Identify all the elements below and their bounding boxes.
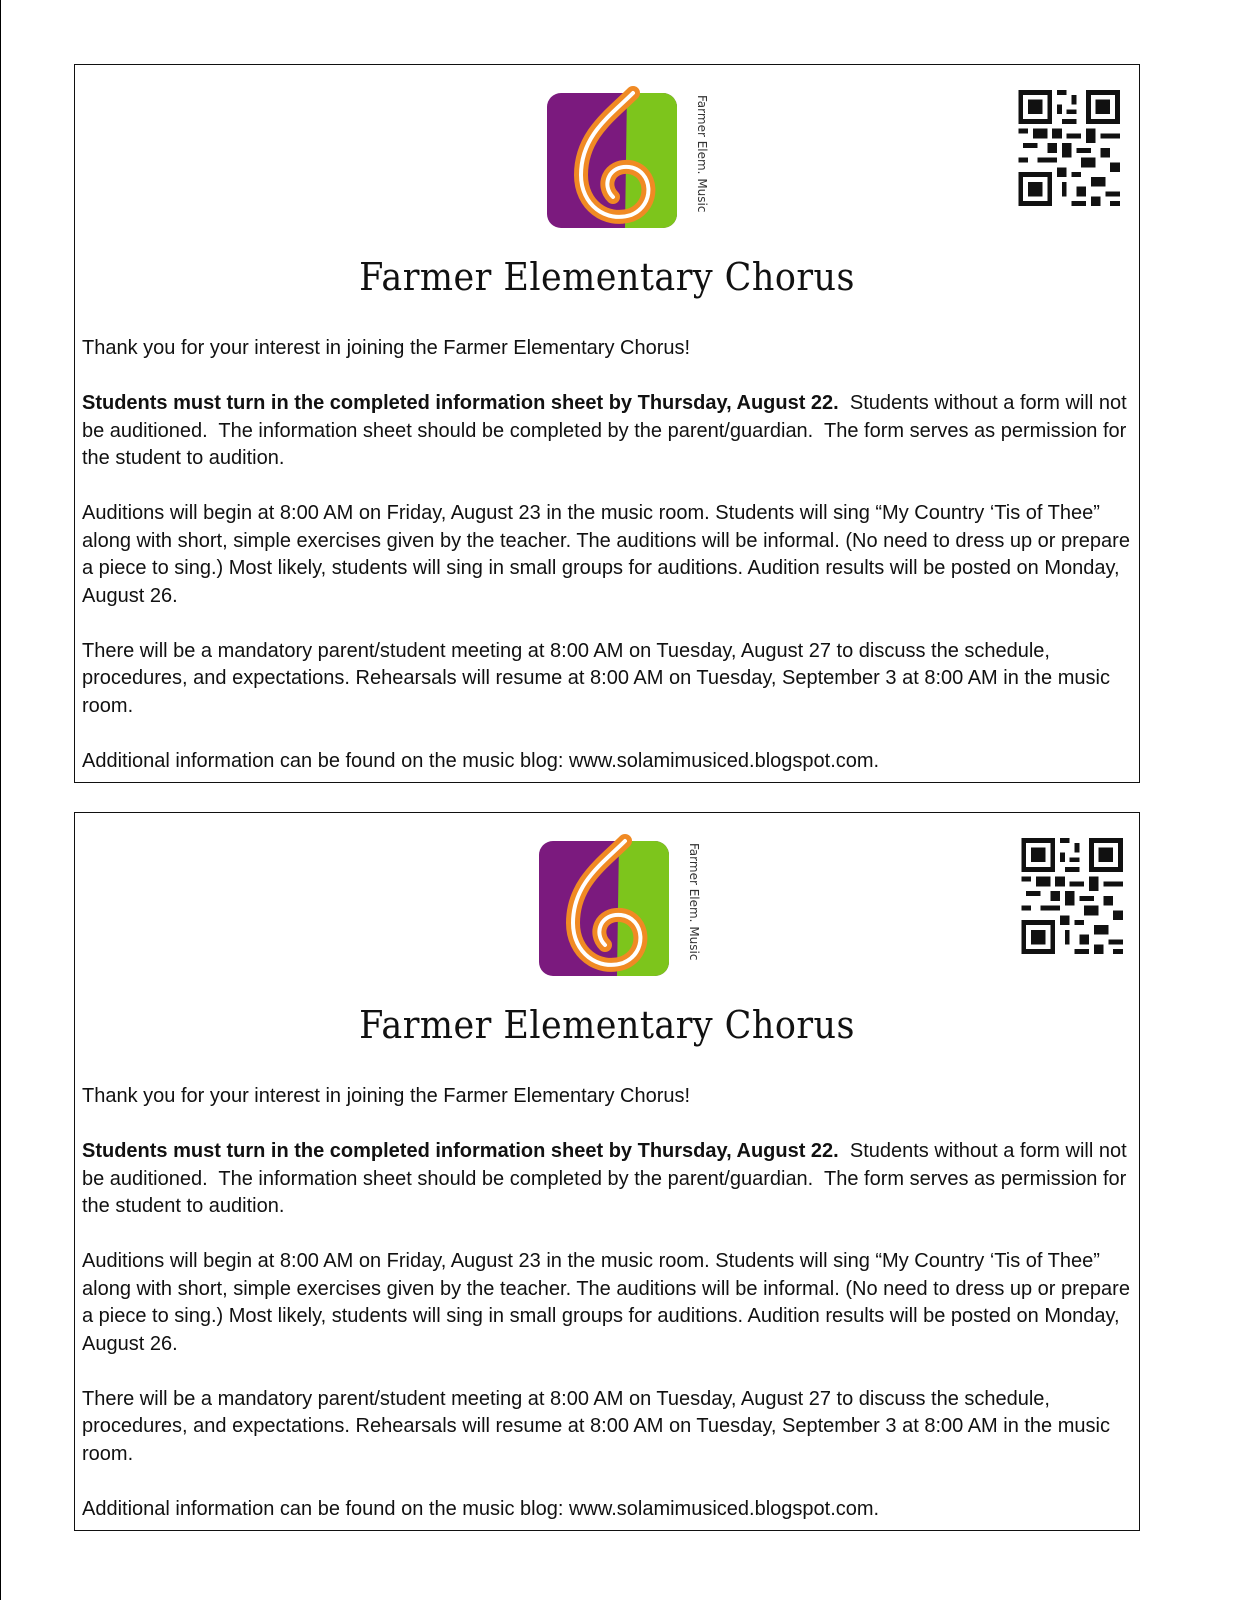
- page-edge: [0, 0, 1, 1600]
- auditions-paragraph: Auditions will begin at 8:00 AM on Friday, August 23 in the music room. Students will sing “My Country ‘Tis of Thee” along with short, simple exercises given by the teacher. The auditions will be informal. (No need to dress up or prepare a piece to sing.) Most likely, students will sing in small groups for auditions. Audition results will be posted on Monday, August 26.: [82, 502, 1130, 607]
- deadline-bold: Students must turn in the completed information sheet by Thursday, August 22.: [82, 392, 839, 414]
- treble-clef-logo-icon: [533, 833, 683, 983]
- qr-code-icon: [1018, 90, 1120, 206]
- flyer-bottom: [74, 812, 1140, 1531]
- flyer-title: Farmer Elementary Chorus: [359, 1003, 855, 1047]
- flyer-title: Farmer Elementary Chorus: [359, 255, 855, 299]
- flyer-top: [74, 64, 1140, 783]
- deadline-paragraph: [82, 1138, 1131, 1221]
- treble-clef-logo-icon: [541, 85, 691, 235]
- logo-caption: Farmer Elem. Music: [695, 95, 709, 213]
- deadline-paragraph: [82, 390, 1131, 473]
- music-logo: [541, 85, 711, 235]
- deadline-rest: Students without a form will not be auditioned. The information sheet should be completed by the parent/guardian. The form serves as permission for the student to audition.: [82, 1140, 1133, 1217]
- qr-code-icon: [1021, 838, 1123, 954]
- flyer-body: [82, 1083, 1131, 1523]
- deadline-bold: Students must turn in the completed information sheet by Thursday, August 22.: [82, 1140, 839, 1162]
- auditions-paragraph: Auditions will begin at 8:00 AM on Friday, August 23 in the music room. Students will sing “My Country ‘Tis of Thee” along with short, simple exercises given by the teacher. The auditions will be informal. (No need to dress up or prepare a piece to sing.) Most likely, students will sing in small groups for auditions. Audition results will be posted on Monday, August 26.: [82, 1250, 1130, 1355]
- thank-you-paragraph: Thank you for your interest in joining the Farmer Elementary Chorus!: [82, 1085, 691, 1107]
- meeting-paragraph: There will be a mandatory parent/student meeting at 8:00 AM on Tuesday, August 27 to discuss the schedule, procedures, and expectations. Rehearsals will resume at 8:00 AM on Tuesday, September 3 at 8:00 AM in the music room.: [82, 1387, 1110, 1465]
- qr-code: [1021, 838, 1123, 954]
- thank-you-paragraph: Thank you for your interest in joining the Farmer Elementary Chorus!: [82, 337, 691, 359]
- music-logo: [533, 833, 703, 983]
- additional-info-paragraph: Additional information can be found on the music blog: www.solamimusiced.blogspot.com.: [82, 1497, 880, 1520]
- logo-caption: Farmer Elem. Music: [687, 843, 701, 961]
- flyer-body: [82, 335, 1131, 775]
- deadline-rest: Students without a form will not be auditioned. The information sheet should be completed by the parent/guardian. The form serves as permission for the student to audition.: [82, 392, 1133, 469]
- additional-info-paragraph: Additional information can be found on the music blog: www.solamimusiced.blogspot.com.: [82, 749, 880, 772]
- meeting-paragraph: There will be a mandatory parent/student meeting at 8:00 AM on Tuesday, August 27 to discuss the schedule, procedures, and expectations. Rehearsals will resume at 8:00 AM on Tuesday, September 3 at 8:00 AM in the music room.: [82, 639, 1110, 717]
- qr-code: [1018, 90, 1120, 206]
